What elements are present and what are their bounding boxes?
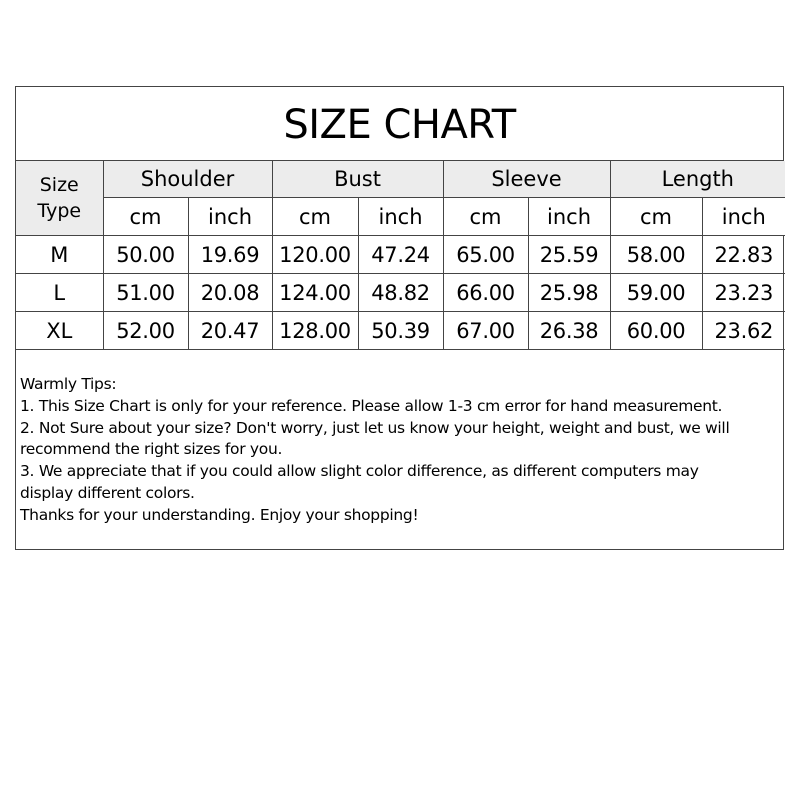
table-row [16,274,785,312]
header-bust: Bust [272,161,443,198]
header-length: Length [610,161,785,198]
value-cell: 51.00 [103,274,188,312]
header-shoulder: Shoulder [103,161,272,198]
value-cell: 25.98 [528,274,610,312]
value-cell: 25.59 [528,236,610,274]
value-cell: 20.47 [188,312,272,350]
size-table [16,161,785,350]
tip-line: recommend the right sizes for you. [20,440,283,459]
value-cell: 47.24 [358,236,443,274]
tip-line: display different colors. [20,483,195,502]
header-sleeve: Sleeve [443,161,610,198]
tip-line: 1. This Size Chart is only for your reference. Please allow 1-3 cm error for hand measurement. [20,396,723,415]
size-cell: L [16,274,103,312]
size-chart [15,86,784,550]
value-cell: 128.00 [272,312,358,350]
value-cell: 60.00 [610,312,702,350]
size-cell: XL [16,312,103,350]
value-cell: 50.39 [358,312,443,350]
unit-header: inch [358,198,443,236]
table-row [16,312,785,350]
value-cell: 67.00 [443,312,528,350]
table-row [16,236,785,274]
unit-header: cm [272,198,358,236]
tips-closing: Thanks for your understanding. Enjoy your shopping! [20,505,419,524]
value-cell: 65.00 [443,236,528,274]
unit-header: cm [443,198,528,236]
value-cell: 66.00 [443,274,528,312]
unit-header: inch [702,198,785,236]
value-cell: 58.00 [610,236,702,274]
unit-header: cm [610,198,702,236]
warmly-tips [16,350,783,527]
unit-header: inch [188,198,272,236]
value-cell: 52.00 [103,312,188,350]
value-cell: 120.00 [272,236,358,274]
chart-title: SIZE CHART [16,87,783,161]
size-type-header [16,161,103,236]
size-type-label-line2: Type [37,200,82,222]
size-cell: M [16,236,103,274]
value-cell: 50.00 [103,236,188,274]
value-cell: 124.00 [272,274,358,312]
value-cell: 48.82 [358,274,443,312]
value-cell: 20.08 [188,274,272,312]
tip-line: 2. Not Sure about your size? Don't worry, just let us know your height, weight and bust, we will [20,418,730,437]
unit-header: inch [528,198,610,236]
tips-heading: Warmly Tips: [20,375,117,393]
tip-line: 3. We appreciate that if you could allow slight color difference, as different computers may [20,462,699,481]
value-cell: 19.69 [188,236,272,274]
value-cell: 26.38 [528,312,610,350]
unit-header: cm [103,198,188,236]
value-cell: 22.83 [702,236,785,274]
value-cell: 23.62 [702,312,785,350]
value-cell: 59.00 [610,274,702,312]
value-cell: 23.23 [702,274,785,312]
size-type-label-line1: Size [39,174,79,196]
